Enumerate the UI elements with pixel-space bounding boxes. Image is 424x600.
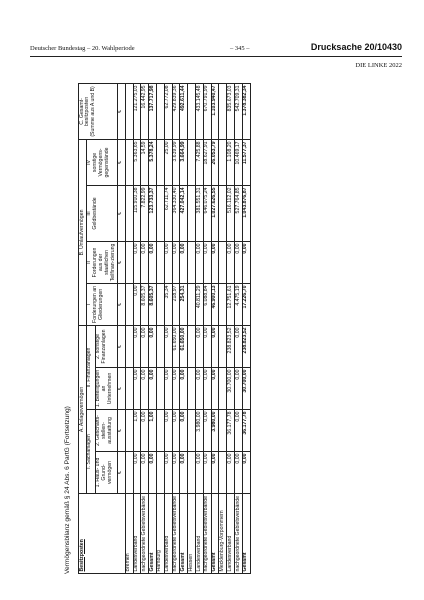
value-cell: 40.811,29 [196, 283, 204, 325]
unit-cell: € [117, 83, 125, 139]
value-cell [219, 368, 227, 410]
table-row [235, 83, 243, 573]
value-cell: 0,00 [211, 368, 219, 410]
value-cell: 0,00 [141, 241, 149, 283]
value-cell: 0,00 [172, 241, 180, 283]
value-cell: 25,00 [164, 139, 172, 185]
value-cell: 115.910,38 [133, 185, 141, 241]
col-header-geldbestaende [86, 185, 117, 241]
value-cell [156, 452, 164, 494]
col-label-b-iii: Geldbestände [92, 197, 99, 230]
value-cell: 1.103.940,47 [211, 83, 219, 139]
value-cell: 0,00 [211, 325, 219, 367]
row-label: Gesamt [149, 494, 157, 574]
total-row [180, 83, 188, 573]
value-cell: 5.363,65 [133, 139, 141, 185]
value-cell [188, 185, 196, 241]
value-cell: 0,00 [196, 241, 204, 283]
col-num-b-iv: IV [86, 160, 93, 165]
value-cell: 646.075,24 [203, 185, 211, 241]
subgroup-finanzanlagen: II. Finanzanlagen [86, 325, 95, 409]
value-cell [156, 368, 164, 410]
value-cell: 0,00 [164, 325, 172, 367]
value-cell [188, 410, 196, 452]
row-header: Besitzposten [79, 494, 126, 574]
value-cell: 4.475,19 [235, 283, 243, 325]
value-cell: 0,00 [141, 325, 149, 367]
value-cell: 0,00 [242, 452, 250, 494]
value-cell [125, 185, 133, 241]
value-cell: 62.711,74 [164, 185, 172, 241]
value-cell: 0,00 [180, 241, 188, 283]
value-cell: 137.717,98 [149, 83, 157, 139]
value-cell: 0,00 [235, 325, 243, 367]
value-cell: 0,00 [203, 368, 211, 410]
value-cell: 0,00 [211, 241, 219, 283]
header-document-number: Drucksache 20/10430 [310, 42, 402, 52]
value-cell [125, 325, 133, 367]
value-cell [156, 241, 164, 283]
value-cell: 0,00 [149, 241, 157, 283]
group-umlaufvermoegen: B. Umlaufvermögen [79, 139, 87, 325]
value-cell: 0,00 [203, 241, 211, 283]
balance-table [78, 83, 251, 574]
value-cell: 62.772,08 [164, 83, 172, 139]
row-label: nachgeordnete Gebietsverbände [203, 494, 211, 574]
unit-cell: € [117, 325, 125, 367]
value-cell: 0,00 [149, 452, 157, 494]
value-cell: 0,00 [141, 452, 149, 494]
col-header-haus-grund: 1. Haus- und Grund-vermögen [95, 452, 117, 494]
row-label: Landesverband [164, 494, 172, 574]
row-label: Gesamt [242, 494, 250, 574]
value-cell: 0,00 [235, 452, 243, 494]
value-cell [219, 452, 227, 494]
value-cell: 1,00 [149, 410, 157, 452]
col-header-geschaeftsstellen: 2. Geschäfts-stellen-ausstattung [95, 410, 117, 452]
value-cell: 61.650,00 [180, 325, 188, 367]
value-cell: 0,00 [164, 410, 172, 452]
value-cell: 123.733,37 [149, 185, 157, 241]
value-cell: 7.425,88 [196, 139, 204, 185]
value-cell: 121.275,03 [133, 83, 141, 139]
group-gesamtbesitzposten [79, 83, 118, 139]
value-cell: 0,00 [133, 283, 141, 325]
value-cell: 0,00 [141, 368, 149, 410]
value-cell: 3.639,99 [172, 139, 180, 185]
value-cell: 516.112,02 [227, 185, 235, 241]
col-num-b-i: I [86, 303, 93, 306]
value-cell: 1.043.876,87 [242, 185, 250, 241]
value-cell: 0,00 [203, 452, 211, 494]
col-header-forderungen-gliederungen [86, 283, 117, 325]
value-cell: 16.442,95 [141, 83, 149, 139]
value-cell: 427.042,14 [180, 185, 188, 241]
region-row [125, 83, 133, 573]
value-cell: 26.053,79 [211, 139, 219, 185]
value-cell: 0,00 [227, 241, 235, 283]
value-cell: 36.177,78 [227, 410, 235, 452]
value-cell: 6.088,84 [203, 283, 211, 325]
header-page-number: – 345 – [230, 45, 250, 52]
value-cell: 0,00 [180, 368, 188, 410]
value-cell: 0,00 [172, 452, 180, 494]
unit-cell: € [117, 283, 125, 325]
value-cell: 10.469,17 [235, 139, 243, 185]
value-cell [156, 139, 164, 185]
row-label: Mecklenburg-Vorpommern [219, 494, 227, 574]
row-label: nachgeordnete Gebietsverbände [141, 494, 149, 574]
value-cell: 238.823,52 [227, 325, 235, 367]
value-cell: 254,31 [180, 283, 188, 325]
value-cell: 381.551,31 [196, 185, 204, 241]
unit-cell: € [117, 139, 125, 185]
table-row [164, 83, 172, 573]
value-cell: 0,00 [164, 368, 172, 410]
value-cell [188, 283, 196, 325]
table-row [196, 83, 204, 573]
value-cell: 1.027.626,55 [211, 185, 219, 241]
value-cell [156, 185, 164, 241]
value-cell: 14,59 [141, 139, 149, 185]
value-cell: 0,00 [149, 325, 157, 367]
value-cell: 17.226,70 [242, 283, 250, 325]
table-row [133, 83, 141, 573]
value-cell: 0,00 [196, 452, 204, 494]
value-cell: 0,00 [133, 241, 141, 283]
value-cell: 0,00 [133, 452, 141, 494]
value-cell [188, 368, 196, 410]
value-cell [188, 452, 196, 494]
unit-cell: € [117, 241, 125, 283]
rotated-table-area [64, 84, 348, 574]
value-cell: 0,00 [235, 241, 243, 283]
value-cell: 18.627,91 [203, 139, 211, 185]
value-cell: 3.980,00 [196, 410, 204, 452]
value-cell: 0,00 [180, 452, 188, 494]
row-label: Landesverband [196, 494, 204, 574]
value-cell [219, 185, 227, 241]
value-cell: 30.700,00 [227, 368, 235, 410]
unit-cell: € [117, 368, 125, 410]
total-row [149, 83, 157, 573]
table-row [227, 83, 235, 573]
col-header-beteiligungen: 1. Beteiligungen an Unternehmen [95, 368, 117, 410]
value-cell: 8.605,37 [149, 283, 157, 325]
value-cell: 7.822,99 [141, 185, 149, 241]
value-cell [125, 368, 133, 410]
value-cell: 0,00 [164, 452, 172, 494]
value-cell [125, 241, 133, 283]
party-label: DIE LINKE 2022 [355, 62, 402, 69]
value-cell: 61.650,00 [172, 325, 180, 367]
subgroup-sachanlagen: I. Sachanlagen [86, 410, 95, 494]
value-cell: 1.378.382,34 [242, 83, 250, 139]
col-label-b-i: Forderungen an Gliederungen [92, 286, 104, 323]
value-cell: 11.577,37 [242, 139, 250, 185]
value-cell [125, 452, 133, 494]
row-label: Landesverband [227, 494, 235, 574]
unit-cell: € [117, 452, 125, 494]
value-cell [219, 283, 227, 325]
value-cell [125, 410, 133, 452]
value-cell: 0,00 [203, 410, 211, 452]
row-label: Hamburg [156, 494, 164, 574]
col-header-summe: (Summe aus A und B) [90, 86, 97, 137]
value-cell: 36.177,78 [242, 410, 250, 452]
value-cell [188, 241, 196, 283]
value-cell [219, 410, 227, 452]
value-cell: 364.330,40 [172, 185, 180, 241]
value-cell: 3.664,99 [180, 139, 188, 185]
group-anlagevermoegen: A. Anlagevermögen [79, 325, 87, 493]
table-row [141, 83, 149, 573]
unit-cell: € [117, 410, 125, 452]
value-cell [125, 83, 133, 139]
value-cell: 30.700,00 [242, 368, 250, 410]
value-cell: 0,00 [141, 410, 149, 452]
value-cell [188, 83, 196, 139]
header-publication: Deutscher Bundestag – 20. Wahlperiode [30, 45, 135, 52]
value-cell [156, 283, 164, 325]
header-rule [30, 56, 402, 57]
value-cell: 0,00 [172, 368, 180, 410]
value-cell [156, 325, 164, 367]
value-cell [125, 139, 133, 185]
value-cell: 0,00 [242, 241, 250, 283]
row-label: Landesverband [133, 494, 141, 574]
value-cell: 527.764,85 [235, 185, 243, 241]
value-cell: 0,00 [180, 410, 188, 452]
total-row [242, 83, 250, 573]
col-num-b-iii: III [86, 211, 93, 216]
value-cell: 0,00 [164, 241, 172, 283]
value-cell: 542.709,31 [235, 83, 243, 139]
value-cell: 46.900,13 [211, 283, 219, 325]
row-label: Hessen [188, 494, 196, 574]
row-label: Bremen [125, 494, 133, 574]
value-cell: 12.751,61 [227, 283, 235, 325]
value-cell: 0,00 [235, 410, 243, 452]
col-label-b-ii: Forderungen aus der staatlichen Teilfinan-zierung [92, 243, 116, 282]
value-cell: 670.791,99 [203, 83, 211, 139]
value-cell: 0,00 [211, 452, 219, 494]
value-cell [219, 83, 227, 139]
value-cell: 0,00 [235, 368, 243, 410]
value-cell: 218,97 [172, 283, 180, 325]
value-cell: 835.673,03 [227, 83, 235, 139]
table-body [125, 83, 250, 573]
region-row [219, 83, 227, 573]
value-cell [219, 325, 227, 367]
value-cell: 0,00 [196, 368, 204, 410]
value-cell [156, 410, 164, 452]
value-cell: 1.108,20 [227, 139, 235, 185]
value-cell: 3.980,00 [211, 410, 219, 452]
value-cell [188, 325, 196, 367]
row-label: Gesamt [180, 494, 188, 574]
value-cell: 433.145,48 [196, 83, 204, 139]
value-cell: 0,00 [196, 325, 204, 367]
value-cell [219, 241, 227, 283]
region-row [156, 83, 164, 573]
value-cell: 0,00 [133, 368, 141, 410]
region-row [188, 83, 196, 573]
value-cell: 35,34 [164, 283, 172, 325]
col-header-sonstige-vermoegensgegenstaende [86, 139, 117, 185]
value-cell: 492.611,44 [180, 83, 188, 139]
value-cell [219, 139, 227, 185]
col-label-b-iv: sonstige Vermögens-gegenstände [92, 147, 110, 178]
unit-cell: € [117, 185, 125, 241]
col-num-b-ii: II [86, 261, 93, 264]
col-header-sonstige-finanzanlagen: 2. sonstige Finanzanlagen [95, 325, 117, 367]
total-row [211, 83, 219, 573]
value-cell [156, 83, 164, 139]
value-cell: 0,00 [227, 452, 235, 494]
value-cell: 1,00 [133, 410, 141, 452]
value-cell: 0,00 [172, 410, 180, 452]
value-cell: 0,00 [149, 368, 157, 410]
value-cell: 238.823,52 [242, 325, 250, 367]
row-label: Gesamt [211, 494, 219, 574]
table-row [172, 83, 180, 573]
value-cell [188, 139, 196, 185]
group-gesamtbesitzposten-label: C. Gesamt-besitzposten [78, 96, 91, 127]
row-label: nachgeordnete Gebietsverbände [235, 494, 243, 574]
value-cell: 0,00 [203, 325, 211, 367]
value-cell: 5.378,24 [149, 139, 157, 185]
row-label: nachgeordnete Gebietsverbände [172, 494, 180, 574]
value-cell: 8.605,37 [141, 283, 149, 325]
value-cell [125, 283, 133, 325]
table-title: Vermögensbilanz gemäß § 24 Abs. 6 PartG (Fortsetzung) [64, 406, 71, 574]
col-header-forderungen-teilfinanzierung [86, 241, 117, 283]
table-row [203, 83, 211, 573]
value-cell: 0,00 [133, 325, 141, 367]
value-cell: 429.839,36 [172, 83, 180, 139]
